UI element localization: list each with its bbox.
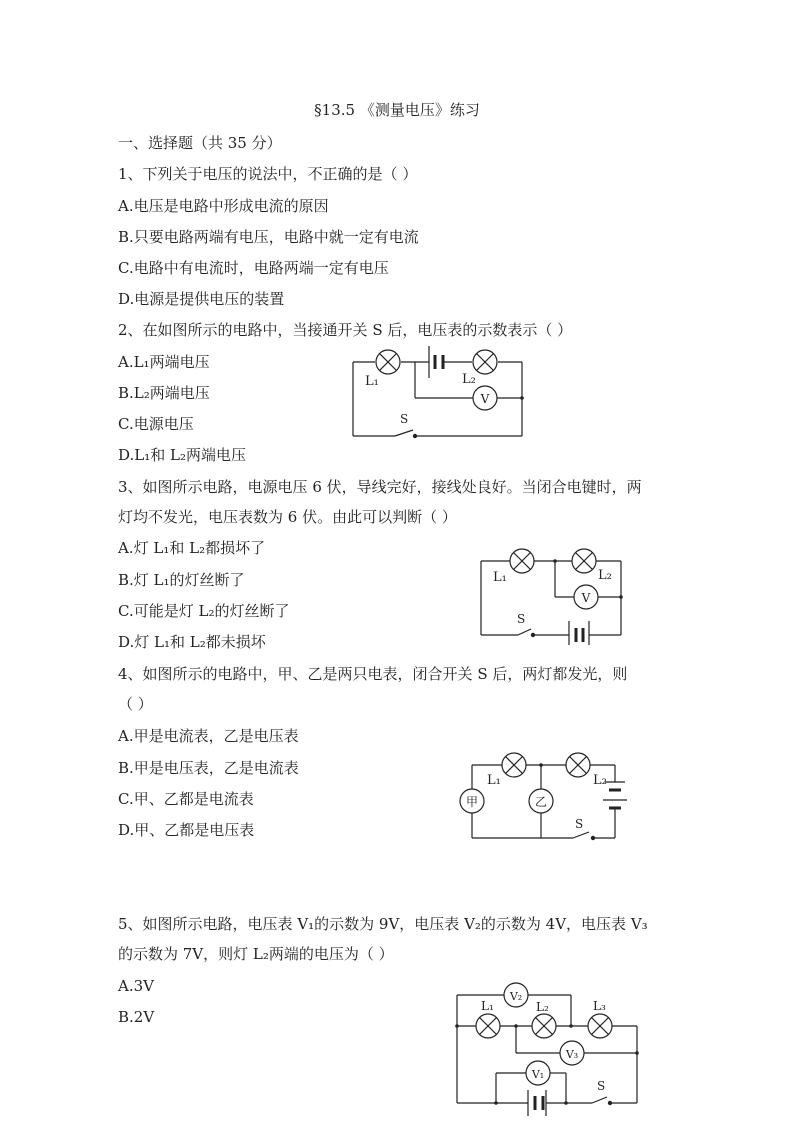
q4-circuit-diagram bbox=[455, 748, 640, 843]
q3-option-b: B.灯 L₁的灯丝断了 bbox=[118, 571, 245, 589]
q4-stem-line2: （ ） bbox=[118, 695, 153, 713]
q2-option-d: D.L₁和 L₂两端电压 bbox=[118, 446, 246, 464]
switch-label: S bbox=[400, 412, 409, 426]
q5-option-a: A.3V bbox=[118, 977, 154, 995]
meter-jia-label: 甲 bbox=[465, 795, 479, 809]
voltmeter-v1-label: V₁ bbox=[531, 1068, 545, 1081]
voltmeter-v2-icon bbox=[504, 983, 528, 1007]
lamp-l2-icon bbox=[572, 549, 596, 573]
voltmeter-label: V bbox=[581, 591, 591, 605]
lamp-l2-icon bbox=[473, 350, 497, 374]
lamp-l1-label: L₁ bbox=[365, 374, 379, 389]
q4-option-d: D.甲、乙都是电压表 bbox=[118, 821, 255, 839]
q4-option-a: A.甲是电流表，乙是电压表 bbox=[118, 727, 299, 745]
q1-option-b: B.只要电路两端有电压，电路中就一定有电流 bbox=[118, 228, 419, 246]
switch-icon bbox=[518, 629, 535, 637]
q2-circuit-diagram bbox=[345, 340, 535, 440]
lamp-l2-label: L₂ bbox=[598, 568, 612, 583]
lamp-l1-icon bbox=[510, 549, 534, 573]
q3-option-c: C.可能是灯 L₂的灯丝断了 bbox=[118, 602, 290, 620]
voltmeter-v2-label: V₂ bbox=[509, 990, 523, 1003]
q5-option-b: B.2V bbox=[118, 1008, 155, 1026]
q4-option-c: C.甲、乙都是电流表 bbox=[118, 790, 254, 808]
q5-stem-line2: 的示数为 7V，则灯 L₂两端的电压为（ ） bbox=[118, 945, 394, 963]
q3-circuit-diagram bbox=[473, 545, 628, 645]
lamp-l1-icon bbox=[476, 1014, 500, 1038]
q3-stem-line2: 灯均不发光，电压表数为 6 伏。由此可以判断（ ） bbox=[118, 508, 457, 526]
meter-yi-label: 乙 bbox=[534, 795, 548, 809]
q3-stem-line1: 3、如图所示电路，电源电压 6 伏，导线完好，接线处良好。当闭合电键时，两 bbox=[118, 478, 642, 496]
lamp-l2-icon bbox=[532, 1014, 556, 1038]
section-heading: 一、选择题（共 35 分） bbox=[118, 134, 282, 152]
q5-circuit-diagram bbox=[450, 980, 645, 1120]
q5-stem-line1: 5、如图所示电路，电压表 V₁的示数为 9V，电压表 V₂的示数为 4V，电压表 V₃ bbox=[118, 915, 648, 933]
switch-icon bbox=[592, 1097, 612, 1105]
voltmeter-v3-icon bbox=[560, 1041, 584, 1065]
switch-icon bbox=[395, 430, 417, 438]
q4-option-b: B.甲是电压表，乙是电流表 bbox=[118, 759, 299, 777]
switch-label: S bbox=[575, 817, 584, 831]
voltmeter-label: V bbox=[480, 392, 490, 406]
lamp-l2-label: L₂ bbox=[536, 1000, 549, 1014]
page-title: §13.5 《测量电压》练习 bbox=[314, 101, 480, 119]
voltmeter-v1-icon bbox=[526, 1061, 550, 1085]
battery-icon bbox=[569, 621, 589, 645]
switch-label: S bbox=[597, 1079, 606, 1093]
lamp-l2-label: L₂ bbox=[462, 372, 476, 387]
voltmeter-v3-label: V₃ bbox=[565, 1048, 579, 1061]
battery-icon bbox=[429, 346, 443, 378]
q2-option-c: C.电源电压 bbox=[118, 415, 194, 433]
q1-option-a: A.电压是电路中形成电流的原因 bbox=[118, 197, 329, 215]
q1-stem: 1、下列关于电压的说法中，不正确的是（ ） bbox=[118, 165, 418, 183]
q2-stem: 2、在如图所示的电路中，当接通开关 S 后，电压表的示数表示（ ） bbox=[118, 321, 573, 339]
q3-option-d: D.灯 L₁和 L₂都未损坏 bbox=[118, 633, 266, 651]
q1-option-d: D.电源是提供电压的装置 bbox=[118, 290, 285, 308]
lamp-l3-label: L₃ bbox=[593, 999, 606, 1013]
meter-yi-icon bbox=[529, 789, 553, 813]
switch-icon bbox=[573, 832, 595, 840]
switch-label: S bbox=[517, 612, 526, 626]
lamp-l1-label: L₁ bbox=[481, 999, 494, 1013]
lamp-l1-icon bbox=[502, 753, 526, 777]
lamp-l3-icon bbox=[588, 1014, 612, 1038]
q3-option-a: A.灯 L₁和 L₂都损坏了 bbox=[118, 539, 266, 557]
q4-stem-line1: 4、如图所示的电路中，甲、乙是两只电表，闭合开关 S 后，两灯都发光，则 bbox=[118, 665, 628, 683]
voltmeter-icon bbox=[473, 386, 497, 410]
meter-jia-icon bbox=[460, 789, 484, 813]
q2-option-a: A.L₁两端电压 bbox=[118, 353, 210, 371]
lamp-l1-icon bbox=[376, 350, 400, 374]
battery-icon bbox=[528, 1090, 546, 1116]
lamp-l2-icon bbox=[566, 753, 590, 777]
lamp-l1-label: L₁ bbox=[487, 773, 501, 788]
voltmeter-icon bbox=[574, 585, 598, 609]
lamp-l1-label: L₁ bbox=[493, 570, 507, 585]
q1-option-c: C.电路中有电流时，电路两端一定有电压 bbox=[118, 259, 389, 277]
lamp-l2-label: L₂ bbox=[593, 773, 607, 788]
q2-option-b: B.L₂两端电压 bbox=[118, 384, 210, 402]
